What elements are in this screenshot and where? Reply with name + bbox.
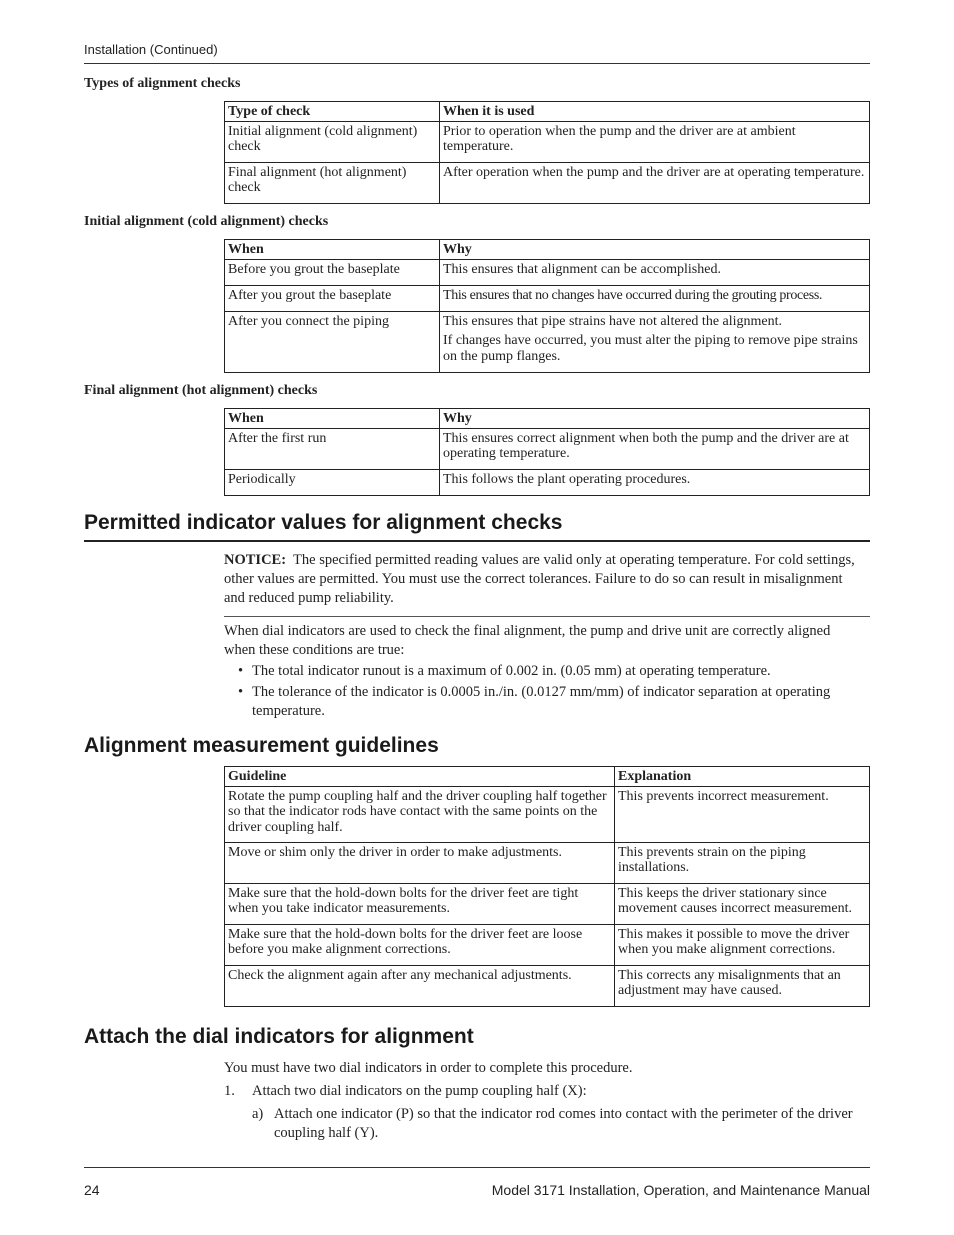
column-header: When — [225, 409, 440, 429]
table-row — [225, 786, 870, 842]
column-header: Explanation — [615, 767, 870, 787]
permitted-values-heading: Permitted indicator values for alignment checks — [84, 511, 563, 534]
attach-intro: You must have two dial indicators in order to complete this procedure. — [224, 1060, 633, 1076]
notice-divider — [224, 616, 870, 617]
table-cell — [440, 311, 870, 372]
table-row — [225, 842, 870, 883]
table-cell: This keeps the driver stationary since movement causes incorrect measurement. — [615, 883, 870, 924]
notice-text: The specified permitted reading values are valid only at operating temperature. For cold settings, other values are permitted. You must use the correct tolerances. Failure to do so can result in misalignment and reduced pump reliability. — [224, 552, 855, 606]
table-cell: After you grout the baseplate — [225, 285, 440, 311]
guidelines-heading: Alignment measurement guidelines — [84, 734, 439, 757]
cold-checks-title: Initial alignment (cold alignment) checks — [84, 214, 329, 229]
list-item — [224, 683, 870, 721]
table-cell: After operation when the pump and the driver are at operating temperature. — [440, 162, 870, 203]
bullet-marker: • — [238, 663, 244, 679]
table-cell: Move or shim only the driver in order to make adjustments. — [225, 842, 615, 883]
procedure-step — [224, 1082, 870, 1101]
column-header: Guideline — [225, 767, 615, 787]
table-row — [225, 924, 870, 965]
table-cell: This ensures correct alignment when both the pump and the driver are at operating temperature. — [440, 428, 870, 469]
table-row — [225, 883, 870, 924]
table-cell: This follows the plant operating procedures. — [440, 469, 870, 495]
bullet-marker: • — [238, 684, 244, 700]
heading-divider — [84, 540, 870, 542]
step-number: 1. — [224, 1083, 235, 1099]
table-cell: Periodically — [225, 469, 440, 495]
table-row — [225, 311, 870, 372]
list-item-text: The total indicator runout is a maximum of 0.002 in. (0.05 mm) at operating temperature. — [252, 663, 771, 679]
cell-paragraph: If changes have occurred, you must alter the piping to remove pipe strains on the pump flanges. — [443, 333, 858, 364]
cell-paragraph: This ensures that pipe strains have not altered the alignment. — [443, 313, 783, 329]
column-header: Why — [440, 240, 870, 260]
table-cell: After the first run — [225, 428, 440, 469]
table-cell: This ensures that no changes have occurred during the grouting process. — [440, 285, 870, 311]
attach-indicators-heading: Attach the dial indicators for alignment — [84, 1025, 474, 1048]
column-header: Why — [440, 409, 870, 429]
procedure-substep — [252, 1105, 870, 1143]
column-header: When it is used — [440, 102, 870, 122]
table-cell: After you connect the piping — [225, 311, 440, 372]
table-row — [225, 285, 870, 311]
table-cell: This makes it possible to move the driver when you make alignment corrections. — [615, 924, 870, 965]
tolerance-list — [224, 662, 870, 723]
table-cell: Final alignment (hot alignment) check — [225, 162, 440, 203]
table-row — [225, 121, 870, 162]
table-cell: Make sure that the hold-down bolts for the driver feet are tight when you take indicator measurements. — [225, 883, 615, 924]
table-header-row — [225, 102, 870, 122]
table-cell: This prevents strain on the piping installations. — [615, 842, 870, 883]
types-of-checks-title: Types of alignment checks — [84, 76, 241, 91]
page-number: 24 — [84, 1182, 100, 1198]
table-header-row — [225, 240, 870, 260]
manual-title: Model 3171 Installation, Operation, and Maintenance Manual — [491, 1182, 870, 1198]
table-cell: Rotate the pump coupling half and the driver coupling half together so that the indicator rods have contact with the same points on the driver coupling half. — [225, 786, 615, 842]
column-header: Type of check — [225, 102, 440, 122]
list-item-text: The tolerance of the indicator is 0.0005 in./in. (0.0127 mm/mm) of indicator separation at operating temperature. — [252, 684, 831, 719]
table-row — [225, 259, 870, 285]
table-cell: This prevents incorrect measurement. — [615, 786, 870, 842]
dial-indicator-intro: When dial indicators are used to check the final alignment, the pump and drive unit are correctly aligned when these conditions are true: — [224, 623, 831, 658]
cold-checks-table — [224, 239, 870, 373]
table-cell: Check the alignment again after any mechanical adjustments. — [225, 965, 615, 1006]
footer-divider — [84, 1167, 870, 1168]
table-cell: Make sure that the hold-down bolts for the driver feet are loose before you make alignment corrections. — [225, 924, 615, 965]
table-cell: This ensures that alignment can be accomplished. — [440, 259, 870, 285]
substep-text: Attach one indicator (P) so that the indicator rod comes into contact with the perimeter of the driver coupling half (Y). — [274, 1106, 853, 1141]
table-row — [225, 162, 870, 203]
hot-checks-title: Final alignment (hot alignment) checks — [84, 383, 318, 398]
substep-letter: a) — [252, 1106, 264, 1122]
table-cell: Initial alignment (cold alignment) check — [225, 121, 440, 162]
table-header-row — [225, 767, 870, 787]
table-row — [225, 428, 870, 469]
table-row — [225, 469, 870, 495]
column-header: When — [225, 240, 440, 260]
table-cell: Before you grout the baseplate — [225, 259, 440, 285]
table-cell: Prior to operation when the pump and the driver are at ambient temperature. — [440, 121, 870, 162]
list-item — [224, 662, 870, 681]
table-cell: This corrects any misalignments that an adjustment may have caused. — [615, 965, 870, 1006]
table-row — [225, 965, 870, 1006]
running-header: Installation (Continued) — [84, 42, 218, 57]
header-divider — [84, 63, 870, 64]
notice-paragraph — [224, 551, 864, 608]
step-text: Attach two dial indicators on the pump coupling half (X): — [252, 1083, 587, 1099]
types-of-checks-table — [224, 101, 870, 204]
guidelines-table — [224, 766, 870, 1007]
notice-label: NOTICE: — [224, 552, 287, 568]
hot-checks-table — [224, 408, 870, 496]
table-header-row — [225, 409, 870, 429]
